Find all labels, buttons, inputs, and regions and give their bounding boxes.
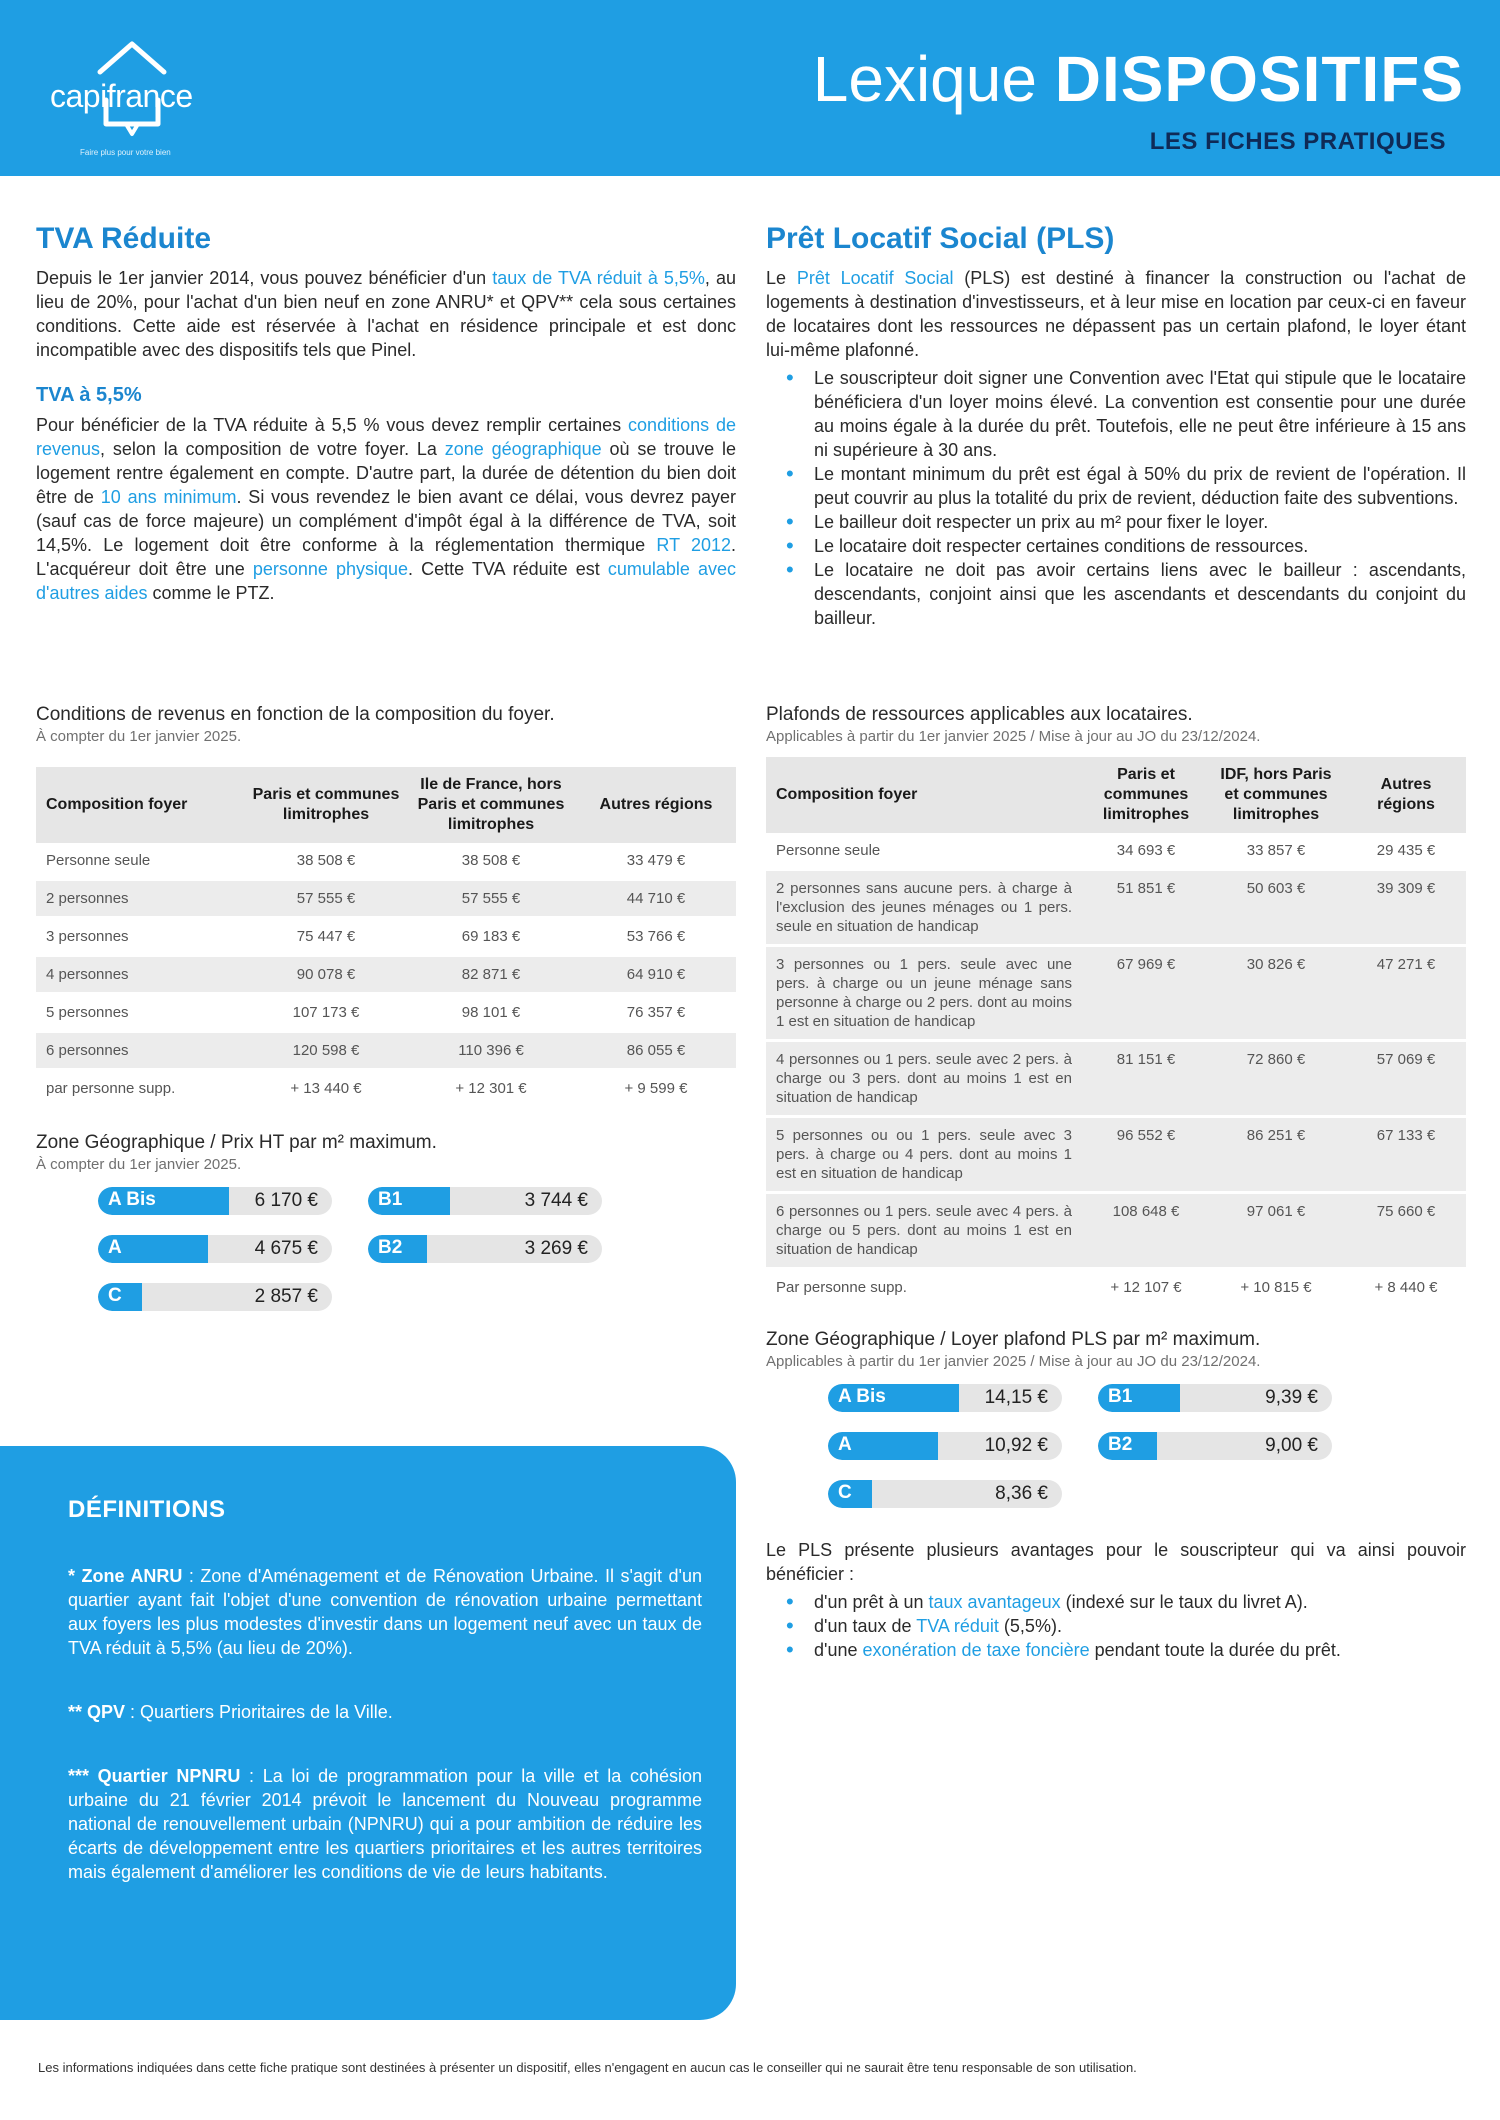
pls-title: Prêt Locatif Social (PLS): [766, 222, 1115, 255]
zone-value: 2 857 €: [254, 1286, 318, 1307]
table-cell: 51 851 €: [1086, 870, 1206, 946]
table-cell: 57 555 €: [246, 880, 406, 918]
page-title-bold: DISPOSITIFS: [1054, 43, 1464, 115]
zone-value: 6 170 €: [254, 1190, 318, 1211]
pls-intro: [766, 266, 1466, 362]
table-cell: 98 101 €: [406, 994, 576, 1032]
zone-label: B1: [1108, 1386, 1133, 1407]
tva-subtitle: TVA à 5,5%: [36, 384, 142, 406]
table-cell: 29 435 €: [1376, 842, 1436, 859]
zone-bar-a: [98, 1235, 332, 1263]
table-row: [766, 946, 1466, 1041]
zone-bar-a-bis: [98, 1187, 332, 1215]
table-cell: + 8 440 €: [1346, 1269, 1466, 1306]
zone-bar-b2: [368, 1235, 602, 1263]
pls-advantages-intro: Le PLS présente plusieurs avantages pour le souscripteur qui va ainsi pouvoir bénéficier :: [766, 1540, 1466, 1584]
zone-value: 10,92 €: [984, 1435, 1048, 1456]
advantage-text: (5,5%).: [998, 1616, 1062, 1636]
column-header: Composition foyer: [766, 757, 1086, 833]
page-subtitle: LES FICHES PRATIQUES: [1149, 128, 1446, 155]
tva-body-text: . Cette TVA réduite est: [408, 559, 608, 579]
column-header: Composition foyer: [36, 767, 246, 843]
pls-intro-text: Le: [766, 268, 797, 288]
table-cell: 39 309 €: [1346, 870, 1466, 946]
definition-text: : Zone d'Aménagement et de Rénovation Urbaine. Il s'agit d'un quartier ayant fait l'objet d'une convention de rénovation urbaine permettant aux foyers les plus modestes d'investir dans un logement neuf avec un taux de TVA réduit à 5,5% (au lieu de 20%).: [68, 1566, 702, 1658]
table-cell: 86 055 €: [576, 1032, 736, 1070]
zone-value: 8,36 €: [995, 1483, 1048, 1504]
table-cell: 120 598 €: [246, 1032, 406, 1070]
table-cell: 86 251 €: [1206, 1117, 1346, 1193]
column-header: Paris et communes limitrophes: [1086, 757, 1206, 833]
pls-resources-table: [766, 757, 1466, 1305]
advantage-text: (indexé sur le taux du livret A).: [1060, 1592, 1308, 1612]
tva-income-block: [36, 704, 736, 1337]
table-cell: 50 603 €: [1206, 870, 1346, 946]
row-label: 4 personnes: [36, 956, 246, 994]
tva-intro-text: , au lieu de 20%, pour l'achat d'un bien neuf en zone ANRU* et QPV** cela sous certaines conditions. Cette aide est réservée à l'achat en résidence principale et est donc incompatible avec des dispositifs tels que Pinel.: [36, 268, 736, 360]
page-title: [813, 44, 1464, 114]
logo-name: capifrance: [50, 78, 193, 114]
pls-intro-text: (PLS) est destiné à financer la construction ou l'achat de logements à destination d'investisseurs, et à leur mise en location par ceux-ci en faveur de locataires dont les ressources ne dépassent pas un certain plafond, le loyer étant lui-même plafonné.: [766, 268, 1466, 360]
row-label: 3 personnes: [36, 918, 246, 956]
table-cell: + 12 301 €: [406, 1070, 576, 1107]
table-cell: 57 069 €: [1346, 1041, 1466, 1117]
zone-label: A Bis: [108, 1189, 156, 1210]
pls-bullets: [766, 366, 1466, 630]
table-row: [36, 956, 736, 994]
table-cell: 69 183 €: [406, 918, 576, 956]
definition-qpv: [68, 1700, 702, 1724]
tva-rate-link[interactable]: taux de TVA réduit à 5,5%: [492, 268, 705, 288]
table-cell: 38 508 €: [461, 852, 521, 869]
pls-link[interactable]: Prêt Locatif Social: [796, 268, 954, 288]
pls-advantages: [766, 1590, 1466, 1662]
list-item: [766, 1614, 1466, 1638]
table-cell: 44 710 €: [576, 880, 736, 918]
list-item: • Le souscripteur doit signer une Convention avec l'Etat qui stipule que le locataire bénéficiera d'un loyer moins élevé. La convention est consentie pour une durée au moins égale à la durée du prêt. Toutefois, elle ne peut être inférieure à 15 ans ni supérieure à 30 ans.: [766, 366, 1466, 462]
pls-section: [766, 222, 1466, 630]
zone-label: A Bis: [838, 1386, 886, 1407]
table-cell: 90 078 €: [246, 956, 406, 994]
zone-bar-a: [828, 1432, 1062, 1460]
list-item: [766, 1638, 1466, 1662]
row-label: 2 personnes: [36, 880, 246, 918]
zone-label: A: [838, 1434, 852, 1455]
table-row: [36, 918, 736, 956]
table-cell: 97 061 €: [1206, 1193, 1346, 1269]
table-cell: 38 508 €: [296, 852, 356, 869]
pls-zone-note: Applicables à partir du 1er janvier 2025 / Mise à jour au JO du 23/12/2024.: [766, 1353, 1261, 1370]
zone-bar-c: [828, 1480, 1062, 1508]
list-item: [766, 1590, 1466, 1614]
table-header-row: [766, 757, 1466, 833]
zone-label: B2: [378, 1237, 403, 1258]
zone-bar-a-bis: [828, 1384, 1062, 1412]
pls-table-note: Applicables à partir du 1er janvier 2025 / Mise à jour au JO du 23/12/2024.: [766, 728, 1261, 745]
table-row: [766, 1041, 1466, 1117]
tva-income-table: [36, 767, 736, 1106]
table-row: [36, 994, 736, 1032]
definition-text: : La loi de programmation pour la ville et la cohésion urbaine du 21 février 2014 prévoit le lancement du Nouveau programme national de renouvellement urbain (NPNRU) qui a pour ambition de réduire les écarts de développement entre les quartiers prioritaires et les autres territoires mais également d'améliorer les conditions de vie de leurs habitants.: [68, 1766, 703, 1882]
column-header: Autres régions: [576, 767, 736, 843]
column-header: Autres régions: [1346, 757, 1466, 833]
zone-label: C: [108, 1285, 122, 1306]
zone-value: 9,39 €: [1265, 1387, 1318, 1408]
tva-intro: [36, 266, 736, 362]
table-cell: 33 857 €: [1246, 842, 1306, 859]
zone-bar-b1: [368, 1187, 602, 1215]
row-label: 6 personnes: [36, 1032, 246, 1070]
table-header-row: [36, 767, 736, 843]
table-cell: 108 648 €: [1086, 1193, 1206, 1269]
tva-body-text: . L'acquéreur doit être une: [36, 535, 736, 579]
table-cell: + 12 107 €: [1086, 1269, 1206, 1306]
tva-title: TVA Réduite: [36, 222, 212, 255]
row-label: 4 personnes ou 1 pers. seule avec 2 pers. à charge ou 3 pers. dont au moins 1 est en situation de handicap: [766, 1041, 1086, 1117]
tva-table-note: À compter du 1er janvier 2025.: [36, 728, 242, 745]
zone-bar-c: [98, 1283, 332, 1311]
table-row: [766, 1193, 1466, 1269]
geo-zone-link[interactable]: zone géographique: [444, 439, 602, 459]
definition-text: : Quartiers Prioritaires de la Ville.: [125, 1702, 393, 1722]
row-label: 2 personnes sans aucune pers. à charge à l'exclusion des jeunes ménages ou 1 pers. seule en situation de handicap: [766, 870, 1086, 946]
table-cell: + 10 815 €: [1206, 1269, 1346, 1306]
row-label: 6 personnes ou 1 pers. seule avec 4 pers. à charge ou 5 pers. dont au moins 1 est en situation de handicap: [766, 1193, 1086, 1269]
advantage-text: pendant toute la durée du prêt.: [1089, 1640, 1341, 1660]
table-cell: 33 479 €: [626, 852, 686, 869]
zone-label: C: [838, 1482, 852, 1503]
definition-term: ** QPV: [68, 1702, 126, 1722]
row-label: 5 personnes ou ou 1 pers. seule avec 3 pers. à charge ou 4 pers. dont au moins 1 est en situation de handicap: [766, 1117, 1086, 1193]
logo-tagline: Faire plus pour votre bien: [80, 148, 171, 157]
list-item: • Le locataire ne doit pas avoir certains liens avec le bailleur : ascendants, descendants, conjoint ainsi que les ascendants et descendants du conjoint du bailleur.: [766, 558, 1466, 630]
row-label: 5 personnes: [36, 994, 246, 1032]
table-cell: 110 396 €: [406, 1032, 576, 1070]
table-row: [36, 880, 736, 918]
tva-intro-text: Depuis le 1er janvier 2014, vous pouvez bénéficier d'un: [36, 268, 493, 288]
zone-label: B2: [1108, 1434, 1133, 1455]
table-cell: 57 555 €: [406, 880, 576, 918]
table-cell: 96 552 €: [1086, 1117, 1206, 1193]
tva-body-text: comme le PTZ.: [147, 583, 275, 603]
zone-value: 3 269 €: [524, 1238, 588, 1259]
capifrance-logo[interactable]: [44, 38, 224, 162]
table-cell: 67 969 €: [1086, 946, 1206, 1041]
advantage-text: d'un taux de: [814, 1616, 917, 1636]
table-cell: 107 173 €: [246, 994, 406, 1032]
table-cell: 76 357 €: [576, 994, 736, 1032]
definitions-title: DÉFINITIONS: [68, 1496, 226, 1523]
tva-body: [36, 413, 736, 605]
row-label: 3 personnes ou 1 pers. seule avec une pers. à charge ou un jeune ménage sans personne à charge ou 2 pers. dont au moins 1 est en situation de handicap: [766, 946, 1086, 1041]
table-cell: 81 151 €: [1086, 1041, 1206, 1117]
table-cell: 64 910 €: [576, 956, 736, 994]
page-header: [0, 0, 1500, 176]
income-conditions-link[interactable]: conditions de revenus: [36, 415, 736, 459]
table-row: [36, 1070, 736, 1107]
definition-npnru: [68, 1764, 702, 1884]
table-cell: 34 693 €: [1116, 842, 1176, 859]
zone-value: 14,15 €: [984, 1387, 1048, 1408]
tva-zone-bars: [36, 1187, 736, 1337]
advantageous-rate-link[interactable]: taux avantageux: [928, 1592, 1061, 1612]
list-item: • Le locataire doit respecter certaines conditions de ressources.: [766, 534, 1466, 558]
zone-value: 3 744 €: [524, 1190, 588, 1211]
table-cell: 75 447 €: [246, 918, 406, 956]
row-label: Personne seule: [776, 842, 881, 859]
cumulable-link[interactable]: cumulable avec d'autres aides: [36, 559, 736, 603]
definition-term: *** Quartier NPNRU: [68, 1766, 241, 1786]
column-header: Paris et communes limitrophes: [246, 767, 406, 843]
row-label: Personne seule: [46, 852, 151, 869]
advantage-text: d'un prêt à un: [814, 1592, 929, 1612]
pls-table-caption: Plafonds de ressources applicables aux locataires.: [766, 704, 1193, 725]
zone-label: B1: [378, 1189, 403, 1210]
reduced-vat-link[interactable]: TVA réduit: [916, 1616, 999, 1636]
zone-bar-b1: [1098, 1384, 1332, 1412]
table-cell: + 13 440 €: [246, 1070, 406, 1107]
list-item: • Le montant minimum du prêt est égal à 50% du prix de revient de l'opération. Il peut couvrir au plus la totalité du prix de revient, déduction faite des subventions.: [766, 462, 1466, 510]
table-row: [36, 1032, 736, 1070]
definition-term: * Zone ANRU: [68, 1566, 183, 1586]
rt2012-link[interactable]: RT 2012: [656, 535, 731, 555]
tva-table-caption: Conditions de revenus en fonction de la composition du foyer.: [36, 704, 555, 725]
column-header: IDF, hors Paris et communes limitrophes: [1206, 757, 1346, 833]
footer-disclaimer: Les informations indiquées dans cette fiche pratique sont destinées à présenter un dispositif, elles n'engagent en aucun cas le conseiller qui ne saurait être tenu responsable de son utilisation.: [38, 2060, 1137, 2075]
zone-bar-b2: [1098, 1432, 1332, 1460]
row-label: Par personne supp.: [766, 1269, 1086, 1306]
advantage-text: d'une: [814, 1640, 863, 1660]
tva-section: [36, 222, 736, 605]
table-cell: 75 660 €: [1346, 1193, 1466, 1269]
table-row: [36, 843, 736, 880]
zone-value: 9,00 €: [1265, 1435, 1318, 1456]
pls-zone-bars: [766, 1384, 1466, 1534]
table-row: [766, 833, 1466, 870]
tva-body-text: Pour bénéficier de la TVA réduite à 5,5 % vous devez remplir certaines: [36, 415, 629, 435]
tva-body-text: où se trouve le logement rentre également en compte. D'autre part, la durée de détention du bien doit être de: [36, 439, 736, 507]
pls-resources-block: [766, 704, 1466, 1662]
table-cell: 72 860 €: [1206, 1041, 1346, 1117]
definitions-panel: [0, 1446, 736, 2020]
zone-label: A: [108, 1237, 122, 1258]
table-cell: 67 133 €: [1346, 1117, 1466, 1193]
tva-zone-note: À compter du 1er janvier 2025.: [36, 1156, 242, 1173]
row-label: par personne supp.: [36, 1070, 246, 1107]
table-row: [766, 870, 1466, 946]
table-cell: 53 766 €: [576, 918, 736, 956]
tva-body-text: , selon la composition de votre foyer. La: [100, 439, 445, 459]
min-duration-link[interactable]: 10 ans minimum: [100, 487, 237, 507]
natural-person-link[interactable]: personne physique: [252, 559, 409, 579]
tva-zone-caption: Zone Géographique / Prix HT par m² maximum.: [36, 1132, 437, 1153]
zone-value: 4 675 €: [254, 1238, 318, 1259]
table-row: [766, 1269, 1466, 1306]
pls-zone-caption: Zone Géographique / Loyer plafond PLS par m² maximum.: [766, 1329, 1261, 1350]
table-cell: 30 826 €: [1206, 946, 1346, 1041]
table-row: [766, 1117, 1466, 1193]
definition-anru: [68, 1564, 702, 1660]
table-cell: + 9 599 €: [576, 1070, 736, 1107]
page-title-light: Lexique: [812, 43, 1037, 115]
tax-exemption-link[interactable]: exonération de taxe foncière: [862, 1640, 1090, 1660]
column-header: Ile de France, hors Paris et communes limitrophes: [406, 767, 576, 843]
table-cell: 82 871 €: [406, 956, 576, 994]
table-cell: 47 271 €: [1346, 946, 1466, 1041]
tva-body-text: . Si vous revendez le bien avant ce délai, vous devrez payer (sauf cas de force majeure) un complément d'impôt égal à la différence de TVA, soit 14,5%. Le logement doit être conforme à la réglementation thermique: [36, 487, 737, 555]
list-item: • Le bailleur doit respecter un prix au m² pour fixer le loyer.: [766, 510, 1466, 534]
